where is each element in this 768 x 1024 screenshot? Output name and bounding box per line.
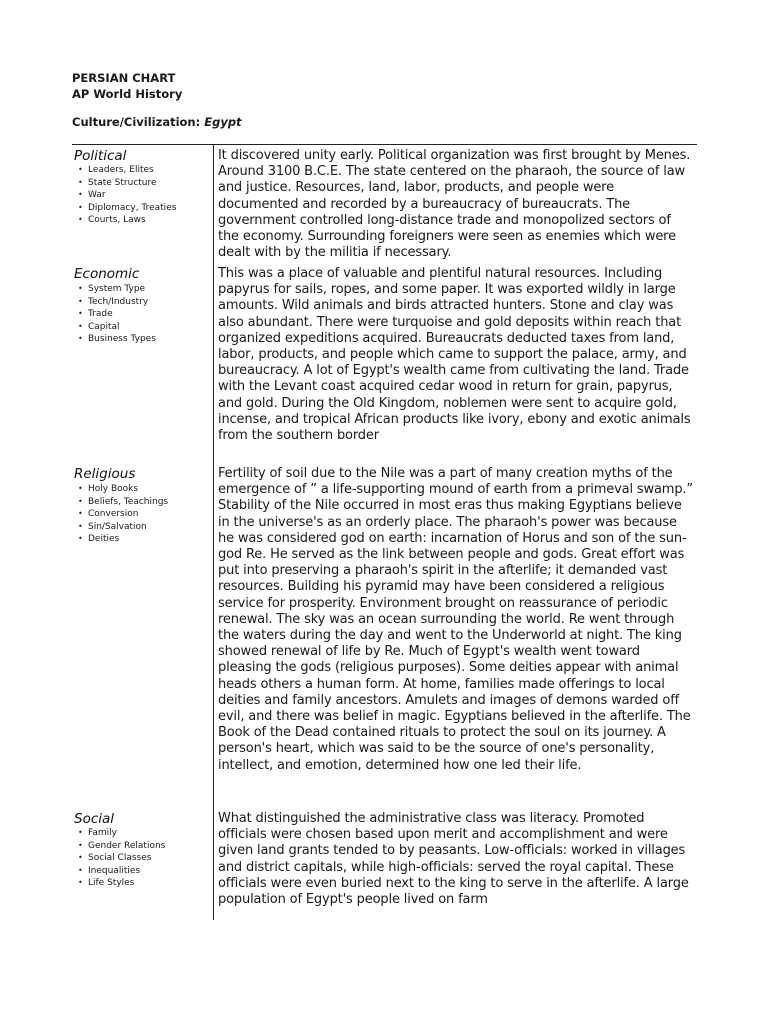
- bullet-item: • Trade: [78, 308, 156, 321]
- bullet-item: • State Structure: [78, 177, 176, 190]
- bullet-item: • War: [78, 189, 176, 202]
- culture-line: [72, 114, 242, 130]
- section-text-political: It discovered unity early. Political organization was first brought by Menes. Around 3100 B.C.E. The state centered on the pharaoh, the source of law and justice. Resources, land, labor, products, and people were documented and recorded by a bureaucracy of bureaucrats. The government controlled long-distance trade and monopolized sectors of the economy. Surrounding foreigners were seen as enemies which were dealt with by the militia if necessary.: [218, 148, 691, 261]
- bullet-item: • Gender Relations: [78, 840, 165, 853]
- document-header: [72, 70, 182, 102]
- column-divider: [213, 144, 214, 920]
- bullet-list-political: [78, 164, 176, 227]
- bullet-item: • Holy Books: [78, 483, 168, 496]
- bullet-item: • System Type: [78, 283, 156, 296]
- course-name: AP World History: [72, 87, 183, 101]
- document-title: PERSIAN CHART: [72, 71, 176, 85]
- bullet-list-religious: [78, 483, 168, 546]
- table-top-rule: [72, 144, 697, 145]
- bullet-item: • Capital: [78, 321, 156, 334]
- bullet-item: • Diplomacy, Treaties: [78, 202, 176, 215]
- culture-label: Culture/Civilization:: [72, 115, 201, 129]
- bullet-item: • Social Classes: [78, 852, 165, 865]
- section-text-economic: This was a place of valuable and plentiful natural resources. Including papyrus for sails, ropes, and some paper. It was exported wildly in large amounts. Wild animals and birds attracted hunters. Stone and clay was also abundant. There were turquoise and gold deposits within reach that organized expeditions acquired. Bureaucrats deducted taxes from land, labor, products, and people which came to support the palace, army, and bureaucracy. A lot of Egypt's wealth came from cultivating the land. Trade with the Levant coast acquired cedar wood in return for grain, papyrus, and gold. During the Old Kingdom, noblemen were sent to acquire gold, incense, and tropical African products like ivory, ebony and exotic animals from the southern border: [218, 266, 691, 444]
- bullet-list-social: [78, 827, 165, 890]
- bullet-item: • Life Styles: [78, 877, 165, 890]
- bullet-item: • Inequalities: [78, 865, 165, 878]
- section-text-religious: Fertility of soil due to the Nile was a part of many creation myths of the emergence of ” a life-supporting mound of earth from a primeval swamp.” Stability of the Nile occurred in most eras thus making Egyptians believe in the universe's as an orderly place. The pharaoh's power was because he was considered god on earth: incarnation of Horus and son of the sun-god Re. He served as the link between people and gods. Great effort was put into preserving a pharaoh's spirit in the afterlife; it demanded vast resources. Building his pyramid may have been considered a religious service for prosperity. Environment brought on reassurance of periodic renewal. The sky was an ocean surrounding the world. Re went through the waters during the day and went to the Underworld at night. The king showed renewal of life by Re. Much of Egypt's wealth went toward pleasing the gods (religious purposes). Some deities appear with animal heads others a human form. At home, families made offerings to local deities and family ancestors. Amulets and images of demons warded off evil, and there was belief in magic. Egyptians believed in the afterlife. The Book of the Dead contained rituals to protect the soul on its journey. A person's heart, which was said to be the source of one's personality, intellect, and emotion, determined how one led their life.: [218, 466, 693, 773]
- section-title-religious: Religious: [74, 466, 136, 482]
- bullet-item: • Conversion: [78, 508, 168, 521]
- bullet-item: • Tech/Industry: [78, 296, 156, 309]
- bullet-item: • Courts, Laws: [78, 214, 176, 227]
- bullet-item: • Beliefs, Teachings: [78, 496, 168, 509]
- section-text-social: What distinguished the administrative class was literacy. Promoted officials were chosen based upon merit and accomplishment and were given land grants tended to by peasants. Low-officials: worked in villages and district capitals, while high-officials: served the royal capital. These officials were even buried next to the king to serve in the afterlife. A large population of Egypt's people lived on farm: [218, 811, 689, 908]
- section-title-economic: Economic: [74, 266, 140, 282]
- bullet-item: • Sin/Salvation: [78, 521, 168, 534]
- culture-value: Egypt: [204, 115, 242, 129]
- bullet-item: • Deities: [78, 533, 168, 546]
- bullet-item: • Leaders, Elites: [78, 164, 176, 177]
- bullet-list-economic: [78, 283, 156, 346]
- section-title-social: Social: [74, 811, 115, 827]
- section-title-political: Political: [74, 148, 127, 164]
- bullet-item: • Family: [78, 827, 165, 840]
- bullet-item: • Business Types: [78, 333, 156, 346]
